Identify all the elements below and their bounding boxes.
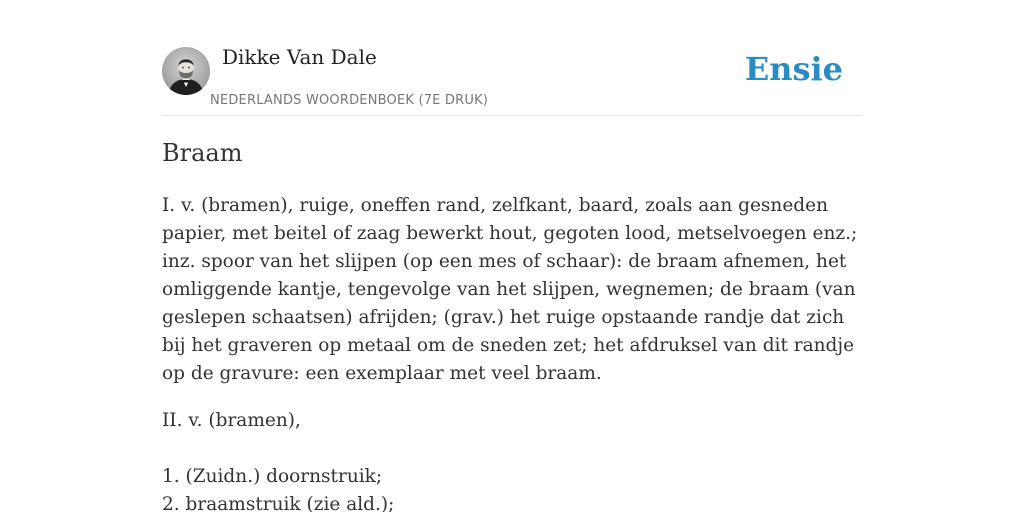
entry-title: Braam bbox=[162, 139, 243, 167]
source-label[interactable]: NEDERLANDS WOORDENBOEK (7E DRUK) bbox=[210, 93, 489, 108]
entry-header bbox=[162, 0, 862, 116]
definition-paragraph-2: II. v. (bramen), bbox=[162, 410, 301, 431]
definition-paragraph-1: I. v. (bramen), ruige, oneffen rand, zelfkant, baard, zoals aan gesneden papier, met beitel of zaag bewerkt hout, gegoten lood, metselvoegen enz.; inz. spoor van het slijpen (op een mes of schaar): de braam afnemen, het omliggende kantje, tengevolge van het slijpen, wegnemen; de braam (van geslepen schaatsen) afrijden; (grav.) het ruige opstaande randje dat zich bij het graveren op metaal om de sneden zet; het afdruksel van dit randje op de gravure: een exemplaar met veel braam. bbox=[162, 195, 858, 384]
entry-card bbox=[162, 0, 862, 512]
sense-item: 2. braamstruik (zie ald.); bbox=[162, 494, 395, 512]
portrait-image bbox=[162, 47, 210, 95]
author-name[interactable]: Dikke Van Dale bbox=[222, 45, 377, 69]
ensie-logo[interactable]: Ensie bbox=[744, 50, 843, 88]
author-avatar[interactable] bbox=[162, 47, 210, 95]
sense-item: 1. (Zuidn.) doornstruik; bbox=[162, 466, 383, 487]
sense-list bbox=[162, 463, 862, 512]
